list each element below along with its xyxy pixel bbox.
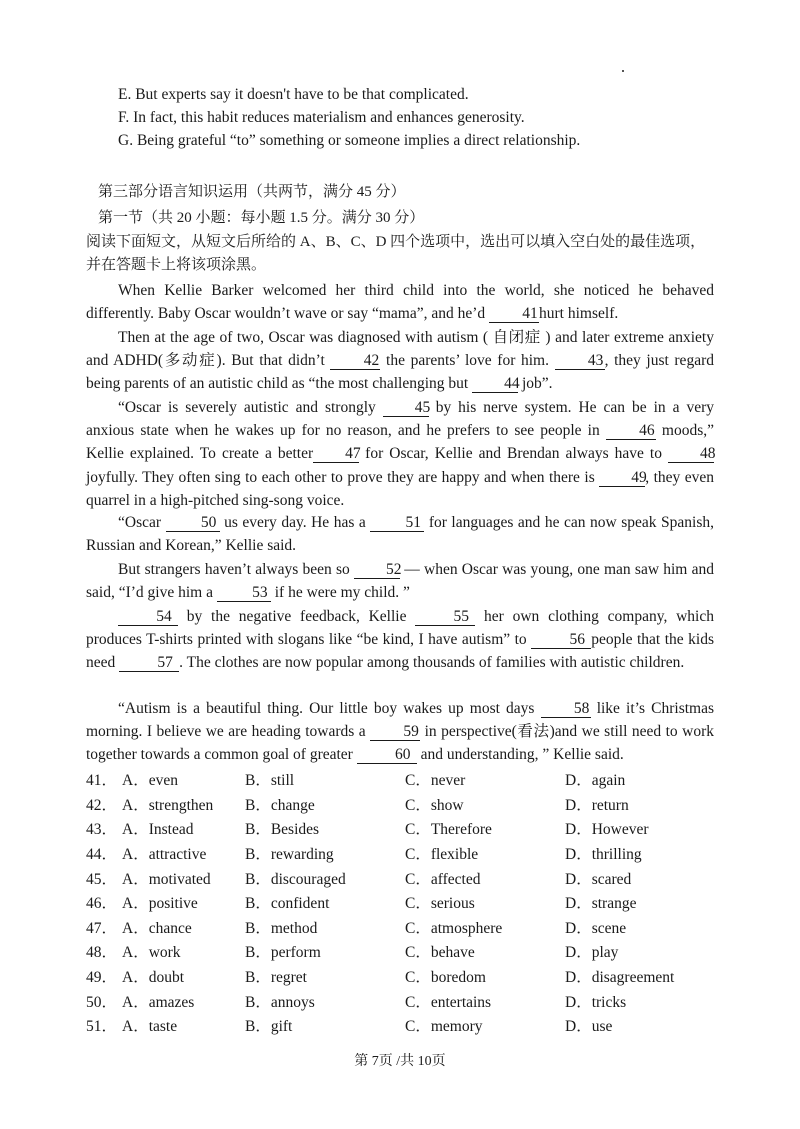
choice-c: C．never — [405, 772, 466, 790]
part-title: 第三部分语言知识运用（共两节，满分 45 分） — [98, 184, 406, 200]
choice-c: C．boredom — [405, 969, 486, 987]
question-row — [86, 865, 715, 890]
text: job”. — [518, 375, 553, 393]
text: “Autism is a beautiful thing. Our little boy wakes up most days — [118, 700, 541, 717]
choice-a: A．chance — [122, 919, 192, 937]
blank-52: 52 — [354, 561, 400, 579]
choice-c: C．affected — [405, 870, 481, 888]
choice-b: B．still — [245, 772, 295, 790]
choice-b: B．rewarding — [245, 846, 334, 864]
blank-54: 54 — [118, 608, 178, 626]
paragraph-6 — [86, 605, 714, 675]
text: in perspective(看法)and we still need to work together towards a common goal of greater — [86, 723, 715, 764]
choice-b: B．change — [245, 796, 315, 814]
question-number: 42． — [86, 796, 118, 814]
blank-48: 48 — [668, 445, 714, 463]
question-number: 49． — [86, 969, 118, 987]
text: us every day. He has a — [219, 514, 371, 531]
choice-b: B．regret — [245, 969, 307, 987]
text: people that the kids need — [86, 631, 714, 672]
blank-53: 53 — [217, 584, 271, 602]
blank-41: 41 — [489, 305, 539, 323]
text: for languages and he can now speak Spanish, Russian and Korean,” Kellie said. — [86, 514, 714, 555]
choice-c: C．memory — [405, 1018, 483, 1036]
question-row — [86, 988, 715, 1013]
blank-59: 59 — [370, 723, 420, 741]
choice-b: B．confident — [245, 895, 330, 913]
question-row — [86, 964, 715, 989]
choice-a: A．taste — [122, 1018, 178, 1036]
question-row — [86, 816, 715, 841]
question-number: 43． — [86, 821, 118, 839]
choice-d: D．use — [565, 1018, 613, 1036]
choice-b: B．perform — [245, 944, 321, 962]
paragraph-2 — [86, 326, 714, 396]
text: by his nerve system. He can be in a very anxious state when he wakes up for no reason, and he prefers to see people in — [86, 399, 714, 440]
choice-a: A．strengthen — [122, 796, 214, 814]
question-number: 47． — [86, 919, 118, 937]
choice-d: D．play — [565, 944, 619, 962]
question-row — [86, 767, 715, 792]
text: But strangers haven’t always been so — [118, 561, 355, 578]
question-row — [86, 1013, 715, 1038]
text: . The clothes are now popular among thousands of families with autistic children. — [179, 654, 685, 672]
text: moods,” Kellie explained. To create a better — [86, 422, 715, 463]
instructions: 阅读下面短文，从短文后所给的 A、B、C、D 四个选项中，选出可以填入空白处的最佳选项，并在答题卡上将该项涂黑。 — [86, 234, 706, 273]
choice-c: C．atmosphere — [405, 919, 503, 937]
question-number: 46． — [86, 895, 118, 913]
blank-46: 46 — [606, 422, 656, 440]
blank-51: 51 — [370, 514, 424, 532]
question-row — [86, 890, 715, 915]
choice-a: A．even — [122, 772, 178, 790]
blank-55: 55 — [415, 608, 475, 626]
choices-table — [86, 767, 715, 1038]
choice-b: B．annoys — [245, 993, 315, 1011]
choice-a: A．motivated — [122, 870, 211, 888]
question-row — [86, 915, 715, 940]
blank-49: 49 — [599, 469, 645, 487]
question-row — [86, 792, 715, 817]
blank-56: 56 — [531, 631, 591, 649]
blank-57: 57 — [119, 654, 179, 672]
choice-d: D．scene — [565, 919, 627, 937]
question-number: 48． — [86, 944, 118, 962]
text: “Oscar — [118, 514, 166, 531]
text: and understanding, ” Kellie said. — [416, 746, 624, 764]
paragraph-5 — [86, 558, 714, 604]
choice-a: A．Instead — [122, 821, 194, 839]
option-e: E. But experts say it doesn't have to be that complicated. — [118, 86, 469, 103]
choice-d: D．again — [565, 772, 626, 790]
blank-45: 45 — [383, 399, 429, 417]
option-g: G. Being grateful “to” something or someone implies a direct relationship. — [118, 132, 581, 149]
blank-44: 44 — [472, 375, 518, 393]
blank-60: 60 — [357, 746, 417, 764]
question-row — [86, 841, 715, 866]
question-number: 50． — [86, 993, 118, 1011]
choice-d: D．strange — [565, 895, 637, 913]
choice-c: C．serious — [405, 895, 475, 913]
paragraph-1 — [86, 279, 714, 325]
paragraph-7 — [86, 697, 714, 767]
choice-d: D．disagreement — [565, 969, 675, 987]
choice-a: A．positive — [122, 895, 198, 913]
blank-47: 47 — [313, 445, 359, 463]
choice-a: A．attractive — [122, 846, 207, 864]
blank-50: 50 — [166, 514, 220, 532]
page-number: 第 7页 /共 10页 — [354, 1054, 446, 1069]
choice-c: C．show — [405, 796, 464, 814]
choice-d: D．scared — [565, 870, 632, 888]
choice-b: B．discouraged — [245, 870, 346, 888]
choice-a: A．amazes — [122, 993, 195, 1011]
question-number: 44． — [86, 846, 118, 864]
choice-a: A．work — [122, 944, 181, 962]
scan-dot — [622, 70, 624, 72]
question-number: 41． — [86, 772, 118, 790]
paragraph-3 — [86, 396, 714, 512]
text: , they even quarrel in a high-pitched sing-song voice. — [86, 468, 714, 509]
text: if he were my child. ” — [270, 584, 410, 602]
blank-43: 43 — [555, 352, 605, 370]
text: joyfully. They often sing to each other to prove they are happy and when there is — [86, 468, 600, 486]
blank-42: 42 — [330, 352, 380, 370]
paragraph-4 — [86, 511, 714, 557]
text: for Oscar, Kellie and Brendan always have to — [359, 445, 668, 463]
blank-58: 58 — [541, 700, 591, 718]
choice-d: D．thrilling — [565, 846, 642, 864]
option-f: F. In fact, this habit reduces materialism and enhances generosity. — [118, 109, 525, 126]
text: like it’s Christmas morning. I believe we are heading towards a — [86, 700, 714, 741]
text: When Kellie Barker welcomed her third child into the world, she noticed he behaved differently. Baby Oscar wouldn’t wave or say “mama”, and he’d — [86, 282, 714, 323]
text: , they just regard being parents of an autistic child as “the most challenging but — [86, 352, 714, 393]
subsection-title: 第一节（共 20 小题：每小题 1.5 分。满分 30 分） — [98, 210, 425, 226]
text: Then at the age of two, Oscar was diagnosed with autism ( 自闭症 ) and later extreme anxiety and ADHD(多动症). But that didn’t — [86, 329, 714, 370]
choice-c: C．entertains — [405, 993, 492, 1011]
question-row — [86, 939, 715, 964]
text: “Oscar is severely autistic and strongly — [118, 399, 383, 416]
choice-c: C．behave — [405, 944, 475, 962]
choice-a: A．doubt — [122, 969, 185, 987]
choice-b: B．Besides — [245, 821, 320, 839]
question-number: 51． — [86, 1018, 118, 1036]
choice-d: D．return — [565, 796, 629, 814]
question-number: 45． — [86, 870, 118, 888]
choice-b: B．method — [245, 919, 318, 937]
text: — when Oscar was young, one man saw him and said, “I’d give him a — [86, 561, 714, 602]
text: hurt himself. — [539, 305, 619, 323]
choice-c: C．Therefore — [405, 821, 492, 839]
text: by the negative feedback, Kellie — [178, 608, 416, 625]
choice-b: B．gift — [245, 1018, 293, 1036]
choice-d: D．tricks — [565, 993, 627, 1011]
text: her own clothing company, which produces T-shirts printed with slogans like “be kind, I have autism” to — [86, 608, 714, 649]
choice-d: D．However — [565, 821, 649, 839]
text: the parents’ love for him. — [380, 352, 555, 370]
choice-c: C．flexible — [405, 846, 479, 864]
